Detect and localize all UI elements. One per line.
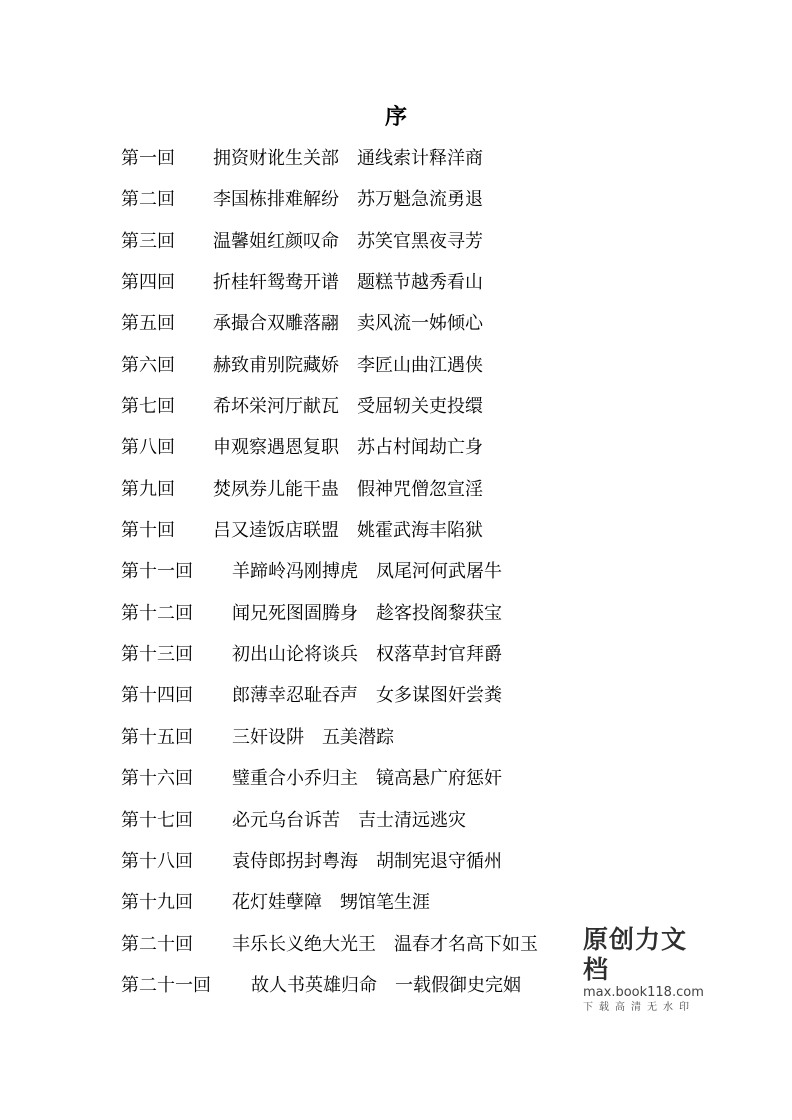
chapter-title-second-line: 一载假御史完姻	[395, 974, 521, 996]
chapter-number: 第八回	[121, 437, 175, 459]
chapter-title-second-line: 权落草封官拜爵	[376, 644, 502, 666]
chapter-number: 第十回	[121, 520, 175, 542]
chapter-title	[213, 143, 483, 184]
chapter-number: 第二十一回	[121, 974, 211, 996]
chapter-title-first-line: 必元乌台诉苦	[232, 809, 340, 831]
chapter-title-first-line: 焚夙券儿能干蛊	[213, 478, 339, 500]
chapter-title-second-line: 甥馆笔生涯	[340, 892, 430, 914]
chapter-title-second-line: 吉士清远逃灾	[358, 809, 466, 831]
chapter-title-second-line: 姚霍武海丰陷狱	[357, 520, 483, 542]
chapter-title	[251, 970, 521, 1011]
chapter-title-first-line: 璧重合小乔归主	[232, 768, 358, 790]
toc-row	[121, 267, 681, 308]
chapter-title-second-line: 五美潜踪	[322, 726, 394, 748]
chapter-title-first-line: 赫致甫别院藏娇	[213, 354, 339, 376]
chapter-title-second-line: 苏占村闻劫亡身	[357, 437, 483, 459]
chapter-title-second-line: 假神咒僧忽宣淫	[357, 478, 483, 500]
chapter-title-second-line: 通线索计释洋商	[357, 148, 483, 169]
chapter-title-first-line: 拥资财讹生关部	[213, 148, 339, 169]
chapter-title-first-line: 羊蹄岭冯刚搏虎	[232, 561, 358, 583]
toc-row	[121, 639, 681, 680]
chapter-number: 第十一回	[121, 561, 193, 583]
chapter-title-second-line: 受屈轫关吏投缳	[357, 396, 483, 418]
watermark	[583, 925, 711, 1015]
chapter-title-first-line: 故人书英雄归命	[251, 974, 377, 996]
chapter-number: 第十八回	[121, 850, 193, 872]
chapter-title-first-line: 初出山论将谈兵	[232, 644, 358, 666]
chapter-number: 第十六回	[121, 768, 193, 790]
watermark-site: max.book118.com	[583, 985, 704, 1000]
toc-row	[121, 432, 681, 473]
chapter-number: 第十二回	[121, 602, 193, 624]
chapter-title-first-line: 丰乐长义绝大光王	[232, 933, 376, 955]
toc-row	[121, 680, 681, 721]
chapter-title-second-line: 镜高悬广府惩奸	[376, 768, 502, 790]
table-of-contents	[121, 143, 681, 1011]
chapter-title	[232, 846, 502, 887]
chapter-number: 第五回	[121, 313, 175, 335]
chapter-title-first-line: 袁侍郎拐封粤海	[232, 850, 358, 872]
toc-row	[121, 722, 681, 763]
toc-row	[121, 226, 681, 267]
chapter-title-second-line: 苏笑官黑夜寻芳	[357, 230, 483, 252]
chapter-number: 第九回	[121, 478, 175, 500]
chapter-number: 第十五回	[121, 726, 193, 748]
chapter-title	[213, 226, 483, 267]
chapter-title	[213, 515, 483, 556]
chapter-title-first-line: 温馨姐红颜叹命	[213, 230, 339, 252]
toc-row	[121, 474, 681, 515]
chapter-title	[232, 680, 502, 721]
chapter-number: 第二回	[121, 189, 175, 211]
chapter-title	[232, 763, 502, 804]
toc-row	[121, 887, 681, 928]
chapter-number: 第三回	[121, 230, 175, 252]
chapter-number: 第十九回	[121, 892, 193, 914]
toc-row	[121, 350, 681, 391]
toc-row	[121, 763, 681, 804]
chapter-title-second-line: 胡制宪退守循州	[376, 850, 502, 872]
chapter-title	[232, 805, 466, 846]
chapter-title	[213, 308, 483, 349]
toc-row	[121, 143, 681, 184]
toc-row	[121, 846, 681, 887]
chapter-title-first-line: 三奸设阱	[232, 726, 304, 748]
watermark-brand: 原创力文档	[583, 925, 688, 984]
chapter-title	[213, 350, 483, 391]
chapter-number: 第一回	[121, 148, 175, 169]
toc-row	[121, 515, 681, 556]
chapter-title-first-line: 花灯娃孽障	[232, 892, 322, 914]
chapter-title	[232, 639, 502, 680]
chapter-title	[213, 474, 483, 515]
chapter-title	[232, 722, 394, 763]
toc-row	[121, 598, 681, 639]
chapter-title-first-line: 折桂轩鸳鸯开谱	[213, 272, 339, 294]
chapter-title-second-line: 题糕节越秀看山	[357, 272, 483, 294]
chapter-title	[213, 184, 483, 225]
toc-row	[121, 391, 681, 432]
chapter-title	[232, 556, 502, 597]
chapter-title	[213, 432, 483, 473]
chapter-title	[213, 267, 483, 308]
chapter-title-second-line: 凤尾河何武屠牛	[376, 561, 502, 583]
chapter-title-first-line: 承撮合双雕落翮	[213, 313, 339, 335]
chapter-title-first-line: 申观察遇恩复职	[213, 437, 339, 459]
chapter-number: 第二十回	[121, 933, 193, 955]
chapter-title-first-line: 郎薄幸忍耻吞声	[232, 685, 358, 707]
watermark-slogan: 下载高清无水印	[583, 1002, 695, 1013]
chapter-title-first-line: 闻兄死图圄腾身	[232, 602, 358, 624]
chapter-title	[232, 929, 538, 970]
chapter-title-first-line: 吕又逵饭店联盟	[213, 520, 339, 542]
chapter-title-second-line: 卖风流一姊倾心	[357, 313, 483, 335]
chapter-number: 第十三回	[121, 644, 193, 666]
chapter-title-second-line: 女多谋图奸尝粪	[376, 685, 502, 707]
chapter-title	[232, 887, 430, 928]
chapter-title	[232, 598, 502, 639]
chapter-title-second-line: 趁客投阁黎获宝	[376, 602, 502, 624]
chapter-number: 第七回	[121, 396, 175, 418]
chapter-title-second-line: 苏万魁急流勇退	[357, 189, 483, 211]
chapter-title-first-line: 李国栋排难解纷	[213, 189, 339, 211]
toc-row	[121, 308, 681, 349]
chapter-title-second-line: 温春才名高下如玉	[394, 933, 538, 955]
page-title: 序	[384, 104, 407, 130]
chapter-title	[213, 391, 483, 432]
chapter-number: 第十七回	[121, 809, 193, 831]
toc-row	[121, 805, 681, 846]
chapter-number: 第六回	[121, 354, 175, 376]
chapter-number: 第十四回	[121, 685, 193, 707]
chapter-title-second-line: 李匠山曲江遇侠	[357, 354, 483, 376]
chapter-number: 第四回	[121, 272, 175, 294]
chapter-title-first-line: 希坏栄河厅献瓦	[213, 396, 339, 418]
toc-row	[121, 556, 681, 597]
toc-row	[121, 184, 681, 225]
